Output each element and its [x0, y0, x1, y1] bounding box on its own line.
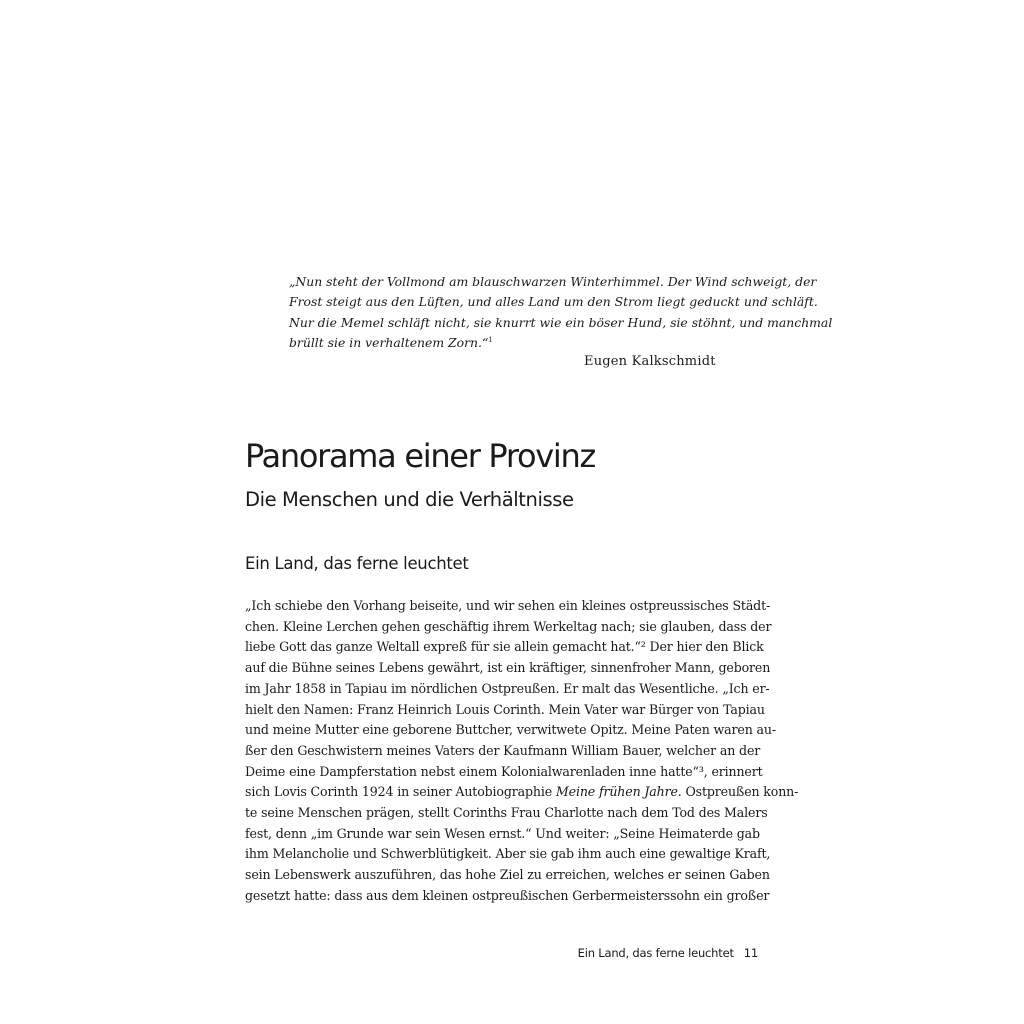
epigraph-line-last — [289, 333, 759, 353]
running-head: Ein Land, das ferne leuchtet — [577, 946, 734, 960]
body-line: im Jahr 1858 in Tapiau im nördlichen Ostpreußen. Er malt das Wesentliche. „Ich er- — [245, 680, 770, 696]
body-line: sein Lebenswerk auszuführen, das hohe Ziel zu erreichen, welches er seinen Gaben — [245, 867, 770, 883]
chapter-subtitle: Die Menschen und die Verhältnisse — [245, 488, 574, 511]
body-line: fest, denn „im Grunde war sein Wesen ernst.“ Und weiter: „Seine Heimaterde gab — [245, 825, 760, 841]
chapter-title: Panorama einer Provinz — [245, 437, 595, 475]
body-line: liebe Gott das ganze Weltall expreß für sie allein gemacht hat.“² Der hier den Blick — [245, 639, 764, 655]
body-text-fragment: sich Lovis Corinth 1924 in seiner Autobiographie — [245, 784, 556, 800]
book-title: Meine frühen Jahre — [555, 784, 678, 800]
body-line: ßer den Geschwistern meines Vaters der Kaufmann William Bauer, welcher an der — [245, 742, 761, 758]
body-line: „Ich schiebe den Vorhang beiseite, und wir sehen ein kleines ostpreussisches Städt- — [245, 598, 771, 613]
body-line: chen. Kleine Lerchen gehen geschäftig ihrem Werkeltag nach; sie glauben, dass der — [245, 618, 772, 634]
body-text-fragment: . Ostpreußen konn- — [677, 784, 799, 800]
body-line-with-book-title — [245, 782, 799, 803]
page-number: 11 — [743, 946, 758, 960]
body-line: hielt den Namen: Franz Heinrich Louis Corinth. Mein Vater war Bürger von Tapiau — [245, 701, 765, 717]
epigraph-line: Nur die Memel schläft nicht, sie knurrt wie ein böser Hund, sie stöhnt, und manchmal — [289, 314, 833, 330]
page-footer — [560, 944, 758, 962]
epigraph-line: Frost steigt aus den Lüften, und alles Land um den Strom liegt geduckt und schläft. — [289, 294, 818, 310]
body-line: gesetzt hatte: dass aus dem kleinen ostpreußischen Gerbermeisterssohn ein großer — [245, 887, 770, 903]
section-title: Ein Land, das ferne leuchtet — [245, 554, 469, 573]
epigraph-line: „Nun steht der Vollmond am blauschwarzen Winterhimmel. Der Wind schweigt, der — [289, 274, 817, 289]
body-line: Deime eine Dampferstation nebst einem Kolonialwarenladen inne hatte“³, erinnert — [245, 763, 763, 779]
body-line: und meine Mutter eine geborene Buttcher, verwitwete Opitz. Meine Paten waren au- — [245, 722, 776, 738]
epigraph-quote — [289, 272, 833, 353]
footnote-ref[interactable]: 1 — [488, 335, 493, 344]
body-line: auf die Bühne seines Lebens gewährt, ist ein kräftiger, sinnenfroher Mann, geboren — [245, 660, 771, 676]
body-line: ihm Melancholie und Schwerblütigkeit. Aber sie gab ihm auch eine gewaltige Kraft, — [245, 846, 771, 862]
body-paragraph — [245, 596, 799, 907]
epigraph-line-text: brüllt sie in verhaltenem Zorn.“ — [289, 334, 489, 350]
epigraph-author: Eugen Kalkschmidt — [584, 354, 716, 369]
body-line: te seine Menschen prägen, stellt Corinths Frau Charlotte nach dem Tod des Malers — [245, 805, 768, 821]
